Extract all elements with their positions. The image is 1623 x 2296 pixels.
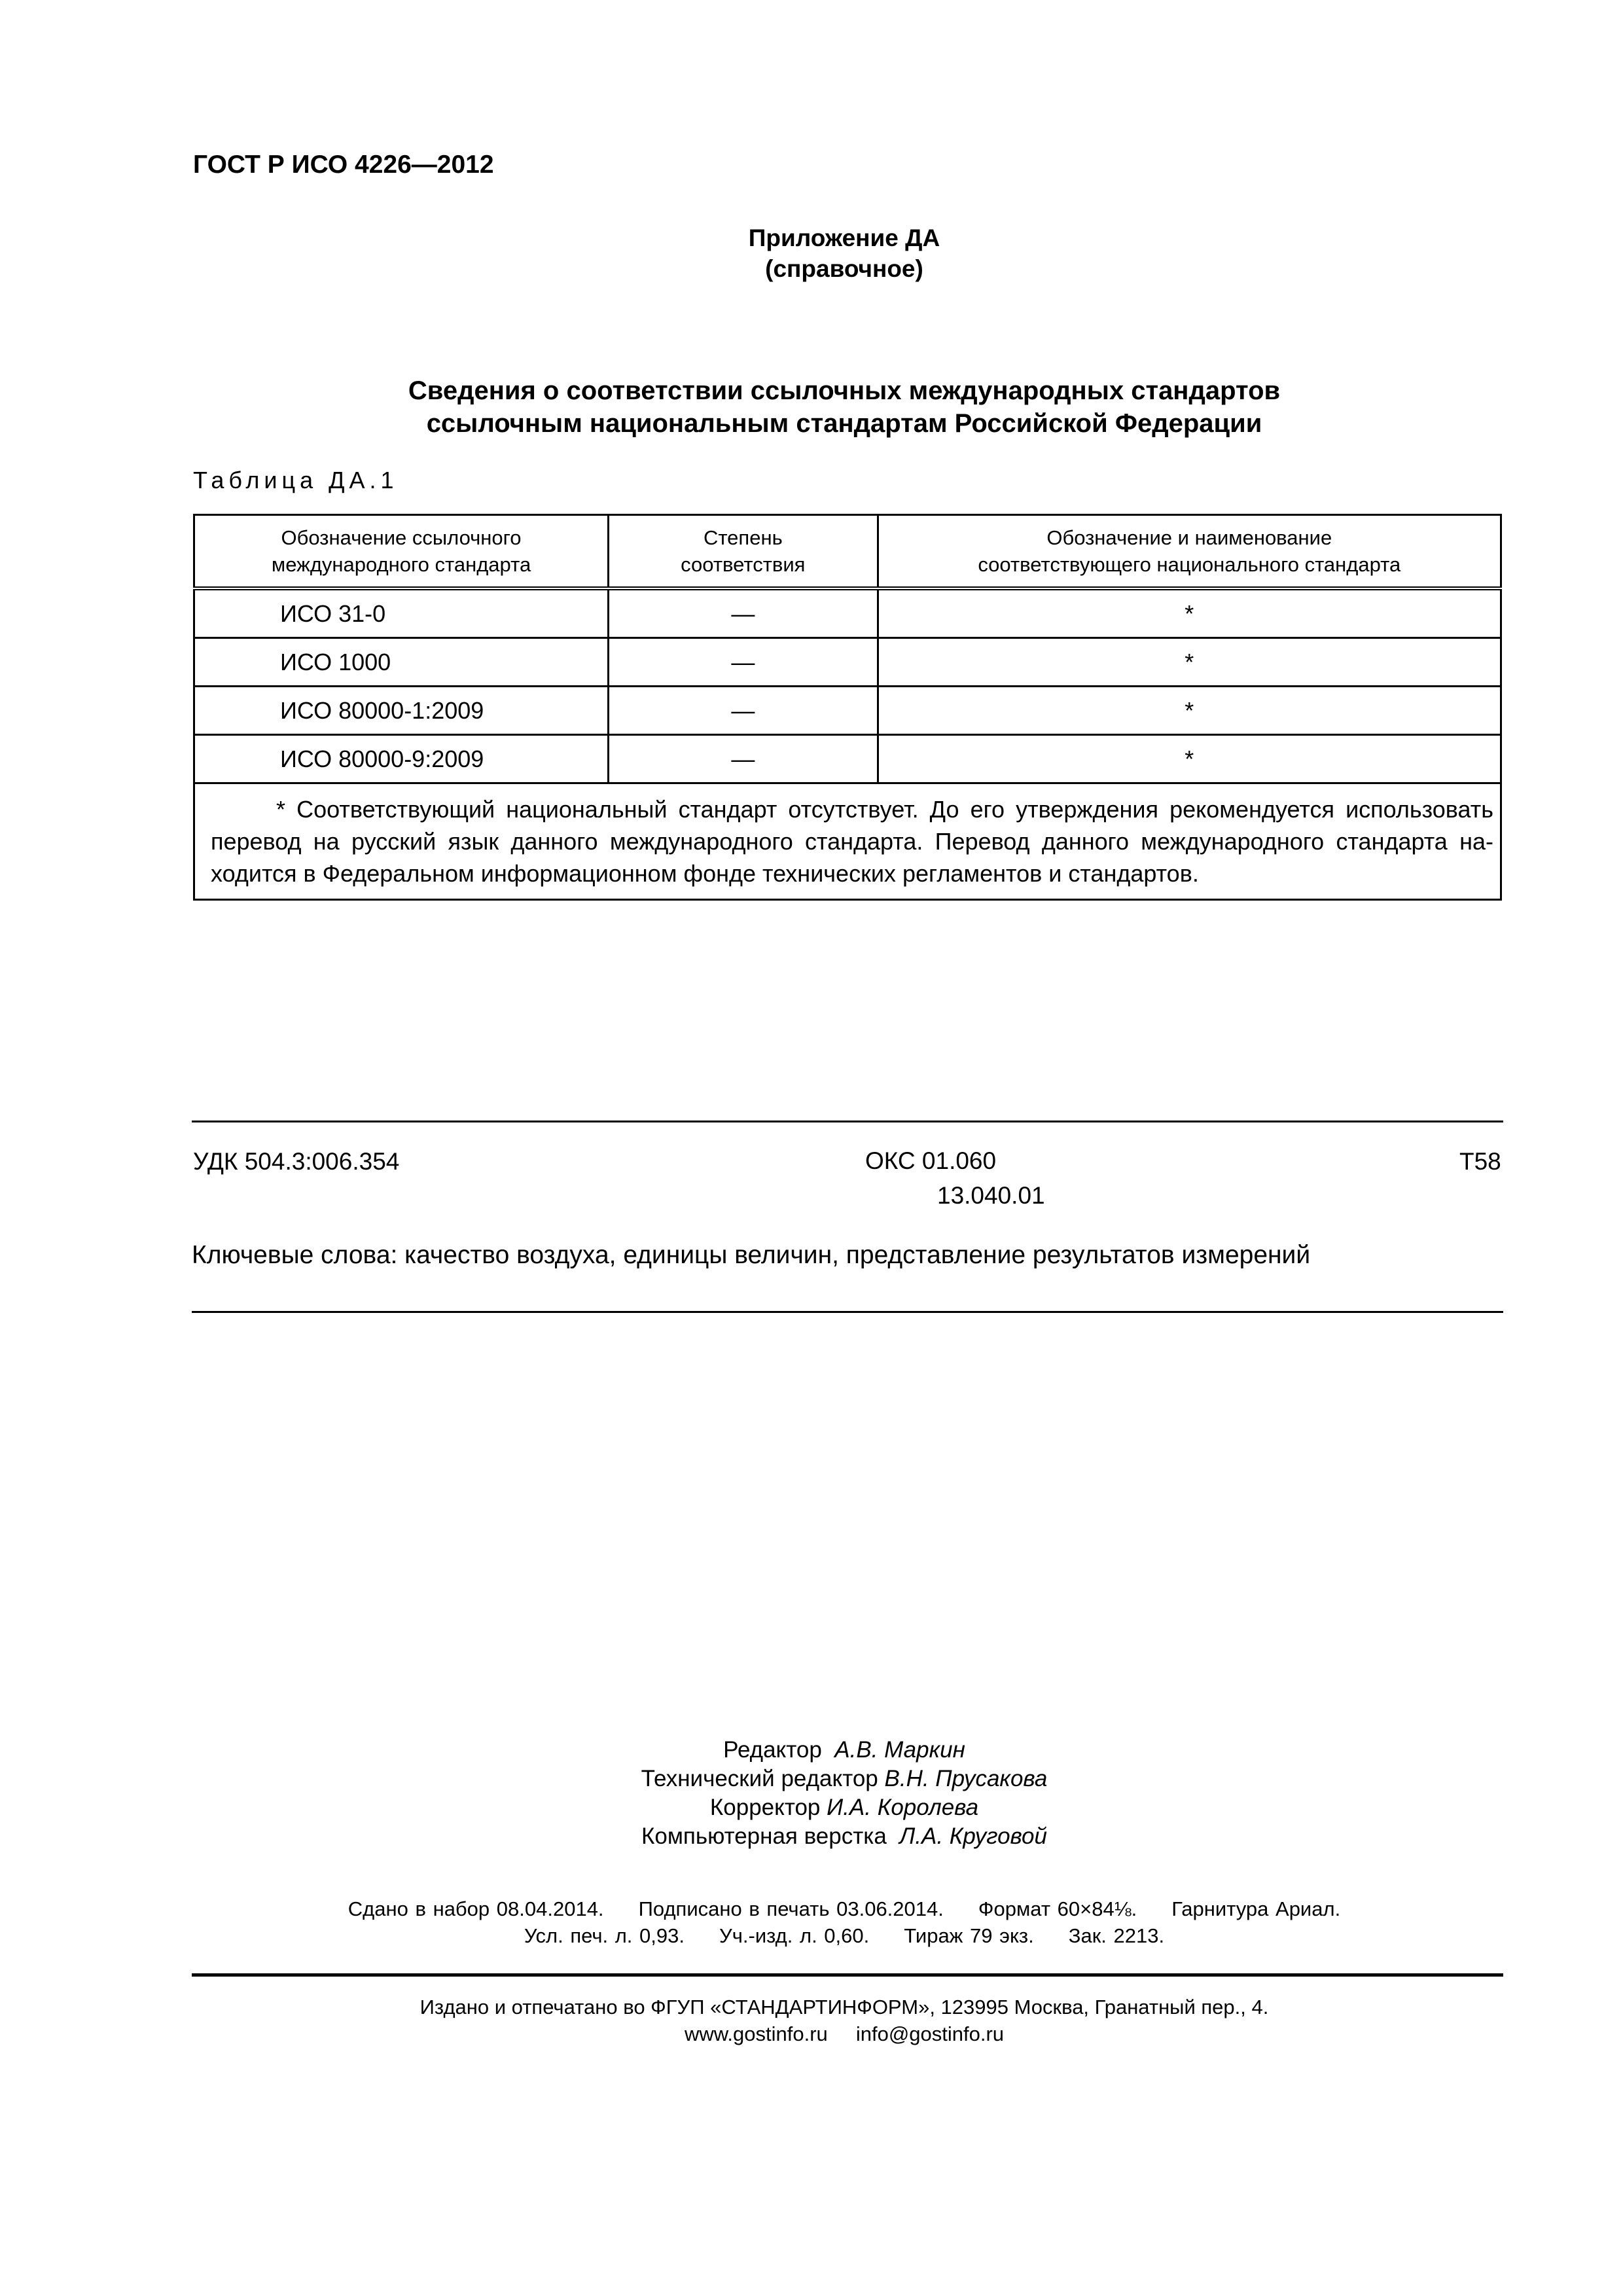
correspondence-table — [193, 514, 1502, 901]
header-intl-standard-line-1: Обозначение ссылочного — [281, 526, 522, 549]
cell-national: * — [878, 638, 1501, 687]
print-info-line-1: Сдано в набор 08.04.2014. Подписано в печать 03.06.2014. Формат 60×84⅛. Гарнитура Ариал. — [348, 1897, 1341, 1920]
footnote-text: * Соответствующий национальный стандарт отсутствует. До его утверждения рекомендуется использовать перевод на русский язык данного международного стандарта. Перевод данного международного стандарта на-ходится в Федеральном информационном фонде технических регламентов и стандартов. — [211, 796, 1493, 887]
group-code: Т58 — [1459, 1148, 1501, 1175]
credit-editor — [0, 1736, 1623, 1765]
cell-degree: — — [609, 638, 878, 687]
table-row — [194, 638, 1501, 687]
credit-layout-role: Компьютерная верстка — [641, 1823, 887, 1849]
divider-middle — [192, 1311, 1503, 1313]
table-row — [194, 588, 1501, 638]
footnote-indent — [211, 796, 276, 823]
cell-code: ИСО 80000-1:2009 — [194, 687, 609, 735]
credit-tech-editor — [0, 1765, 1623, 1793]
appendix-title: Приложение ДА — [748, 224, 940, 251]
header-degree — [609, 515, 878, 589]
cell-degree: — — [609, 588, 878, 638]
credit-tech-editor-name: В.Н. Прусакова — [884, 1766, 1048, 1791]
credit-corrector-name: И.А. Королева — [827, 1795, 979, 1820]
header-degree-line-2: соответствия — [681, 553, 806, 576]
credit-layout-name: Л.А. Круговой — [899, 1823, 1047, 1849]
header-national-standard-line-1: Обозначение и наименование — [1046, 526, 1332, 549]
table-footnote — [194, 783, 1501, 900]
publisher-line-1: Издано и отпечатано во ФГУП «СТАНДАРТИНФОРМ», 123995 Москва, Гранатный пер., 4. — [419, 1996, 1269, 2018]
table-note-row — [194, 783, 1501, 900]
cell-national: * — [878, 687, 1501, 735]
publisher-site-link[interactable]: www.gostinfo.ru — [684, 2022, 828, 2045]
divider-bottom — [192, 1973, 1503, 1977]
header-degree-line-1: Степень — [703, 526, 783, 549]
section-title-line-2: ссылочным национальным стандартам Российской Федерации — [426, 409, 1262, 438]
oks-code — [865, 1143, 1045, 1213]
credit-editor-name: А.В. Маркин — [834, 1737, 965, 1763]
keywords: Ключевые слова: качество воздуха, единицы величин, представление результатов измерений — [192, 1241, 1311, 1269]
table-row — [194, 735, 1501, 783]
appendix-kind: (справочное) — [765, 255, 923, 282]
credits-block — [0, 1736, 1623, 1851]
table-header-row — [194, 515, 1501, 589]
cell-code: ИСО 31-0 — [194, 588, 609, 638]
cell-code: ИСО 1000 — [194, 638, 609, 687]
cell-code: ИСО 80000-9:2009 — [194, 735, 609, 783]
cell-degree: — — [609, 687, 878, 735]
oks-line-2: 13.040.01 — [937, 1182, 1045, 1209]
header-national-standard-line-2: соответствующего национального стандарта — [978, 553, 1401, 576]
cell-national: * — [878, 735, 1501, 783]
credit-editor-role: Редактор — [723, 1737, 822, 1763]
cell-national: * — [878, 588, 1501, 638]
credit-layout — [0, 1822, 1623, 1851]
appendix-heading — [0, 223, 1623, 284]
header-intl-standard-line-2: международного стандарта — [271, 553, 531, 576]
header-national-standard — [878, 515, 1501, 589]
publisher-info — [0, 1994, 1623, 2047]
header-intl-standard — [194, 515, 609, 589]
credit-corrector-role: Корректор — [709, 1795, 821, 1820]
print-info — [0, 1895, 1623, 1949]
document-code: ГОСТ Р ИСО 4226—2012 — [193, 151, 494, 179]
publisher-contacts — [0, 2020, 1623, 2047]
credit-tech-editor-role: Технический редактор — [641, 1766, 878, 1791]
publisher-email-link[interactable]: info@gostinfo.ru — [855, 2022, 1005, 2045]
cell-degree: — — [609, 735, 878, 783]
table-label: Таблица ДА.1 — [193, 467, 399, 493]
table-row — [194, 687, 1501, 735]
udc-code: УДК 504.3:006.354 — [193, 1148, 400, 1175]
section-title-line-1: Сведения о соответствии ссылочных международных стандартов — [408, 376, 1281, 405]
section-title — [0, 374, 1623, 440]
oks-line-1: ОКС 01.060 — [865, 1147, 997, 1174]
print-info-line-2: Усл. печ. л. 0,93. Уч.-изд. л. 0,60. Тираж 79 экз. Зак. 2213. — [524, 1924, 1165, 1947]
divider-top — [192, 1121, 1503, 1122]
credit-corrector — [0, 1793, 1623, 1822]
